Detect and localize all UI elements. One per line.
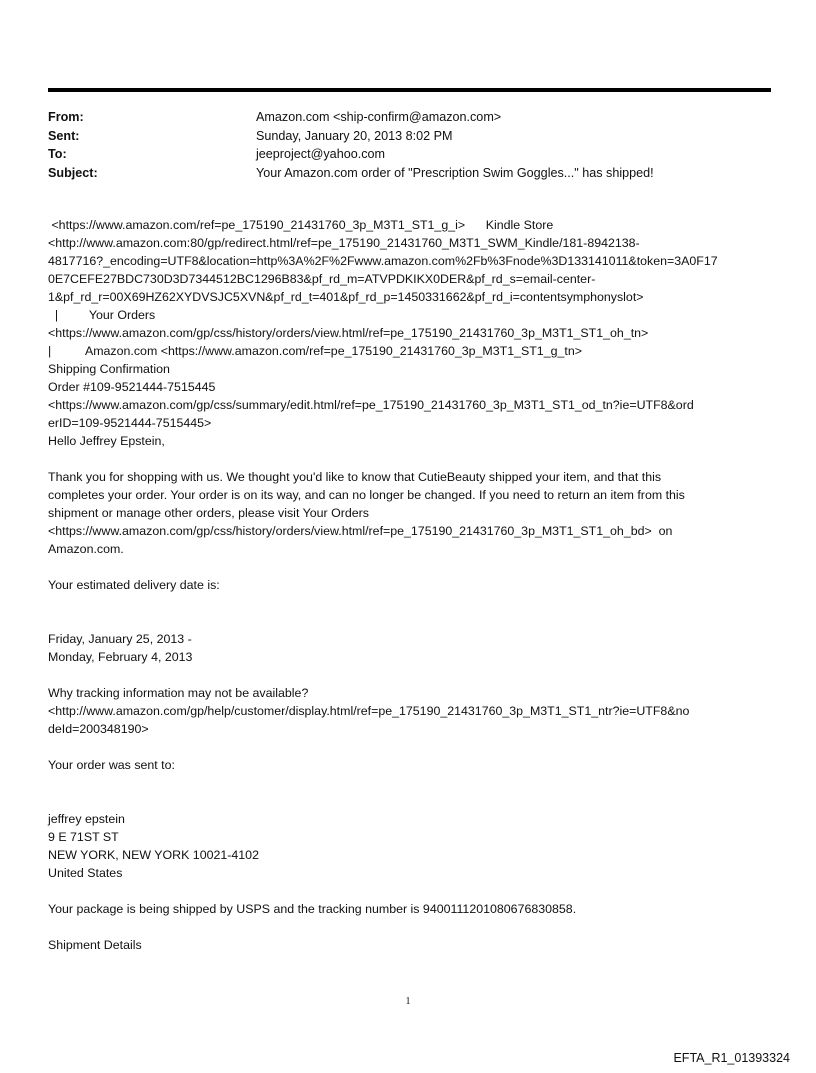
- subject-row: [48, 164, 771, 183]
- sent-value: Sunday, January 20, 2013 8:02 PM: [256, 128, 453, 143]
- tracking-link-line: <http://www.amazon.com/gp/help/customer/display.html/ref=pe_175190_21431760_3p_M3T1_ST1_ntr?ie=UTF8&no: [48, 704, 690, 718]
- address-line: NEW YORK, NEW YORK 10021-4102: [48, 848, 259, 862]
- nav-line: Order #109-9521444-7515445: [48, 380, 216, 394]
- nav-line: <http://www.amazon.com:80/gp/redirect.html/ref=pe_175190_21431760_M3T1_SWM_Kindle/181-8942138-: [48, 236, 640, 250]
- address-line: 9 E 71ST ST: [48, 830, 119, 844]
- sent-label: Sent:: [48, 128, 80, 143]
- sent-row: [48, 127, 771, 146]
- shipment-details-heading: Shipment Details: [48, 938, 142, 952]
- estimated-delivery-label: Your estimated delivery date is:: [48, 578, 220, 592]
- nav-line: <https://www.amazon.com/ref=pe_175190_21431760_3p_M3T1_ST1_g_i> Kindle Store: [48, 218, 554, 232]
- nav-line: Shipping Confirmation: [48, 362, 170, 376]
- email-header: [48, 108, 771, 182]
- nav-line: 0E7CEFE27BDC730D3D7344512BC1296B83&pf_rd_m=ATVPDKIKX0DER&pf_rd_s=email-center-: [48, 272, 596, 286]
- to-row: [48, 145, 771, 164]
- nav-line: erID=109-9521444-7515445>: [48, 416, 212, 430]
- thanks-line: shipment or manage other orders, please visit Your Orders: [48, 506, 369, 520]
- thanks-line: completes your order. Your order is on its way, and can no longer be changed. If you need to return an item from this: [48, 488, 685, 502]
- nav-line: <https://www.amazon.com/gp/css/summary/edit.html/ref=pe_175190_21431760_3p_M3T1_ST1_od_tn?ie=UTF8&ord: [48, 398, 694, 412]
- address-line: jeffrey epstein: [48, 812, 125, 826]
- thanks-line: Thank you for shopping with us. We thought you'd like to know that CutieBeauty shipped your item, and that this: [48, 470, 662, 484]
- thanks-line: <https://www.amazon.com/gp/css/history/orders/view.html/ref=pe_175190_21431760_3p_M3T1_ST1_oh_bd> on: [48, 524, 673, 538]
- sent-to-label: Your order was sent to:: [48, 758, 175, 772]
- thanks-line: Amazon.com.: [48, 542, 124, 556]
- delivery-date-start: Friday, January 25, 2013 -: [48, 632, 192, 646]
- delivery-date-end: Monday, February 4, 2013: [48, 650, 193, 664]
- from-label: From:: [48, 110, 84, 124]
- nav-line: 4817716?_encoding=UTF8&location=http%3A%2F%2Fwww.amazon.com%2Fb%3Fnode%3D133141011&token=3A0F17: [48, 254, 718, 268]
- nav-line: 1&pf_rd_r=00X69HZ62XYDVSJC5XVN&pf_rd_t=401&pf_rd_p=1450331662&pf_rd_i=contentsymphonyslot>: [48, 290, 644, 304]
- tracking-question: Why tracking information may not be available?: [48, 686, 309, 700]
- header-rule: [48, 88, 771, 92]
- nav-line: | Amazon.com <https://www.amazon.com/ref=pe_175190_21431760_3p_M3T1_ST1_g_tn>: [48, 344, 582, 358]
- nav-line: | Your Orders: [48, 308, 156, 322]
- greeting: Hello Jeffrey Epstein,: [48, 434, 165, 448]
- tracking-link-line: deId=200348190>: [48, 722, 149, 736]
- page-number: 1: [405, 996, 411, 1007]
- to-label: To:: [48, 147, 67, 161]
- subject-value: Your Amazon.com order of "Prescription Swim Goggles..." has shipped!: [256, 165, 654, 180]
- shipped-by-line: Your package is being shipped by USPS and the tracking number is 9400111201080676830858.: [48, 902, 577, 916]
- bates-number: EFTA_R1_01393324: [673, 1051, 790, 1065]
- from-row: [48, 108, 771, 127]
- nav-line: <https://www.amazon.com/gp/css/history/orders/view.html/ref=pe_175190_21431760_3p_M3T1_ST1_oh_tn>: [48, 326, 649, 340]
- from-value: Amazon.com <ship-confirm@amazon.com>: [256, 110, 502, 124]
- subject-label: Subject:: [48, 165, 98, 180]
- address-line: United States: [48, 866, 123, 880]
- to-value: jeeproject@yahoo.com: [256, 147, 385, 161]
- email-body: [48, 216, 771, 954]
